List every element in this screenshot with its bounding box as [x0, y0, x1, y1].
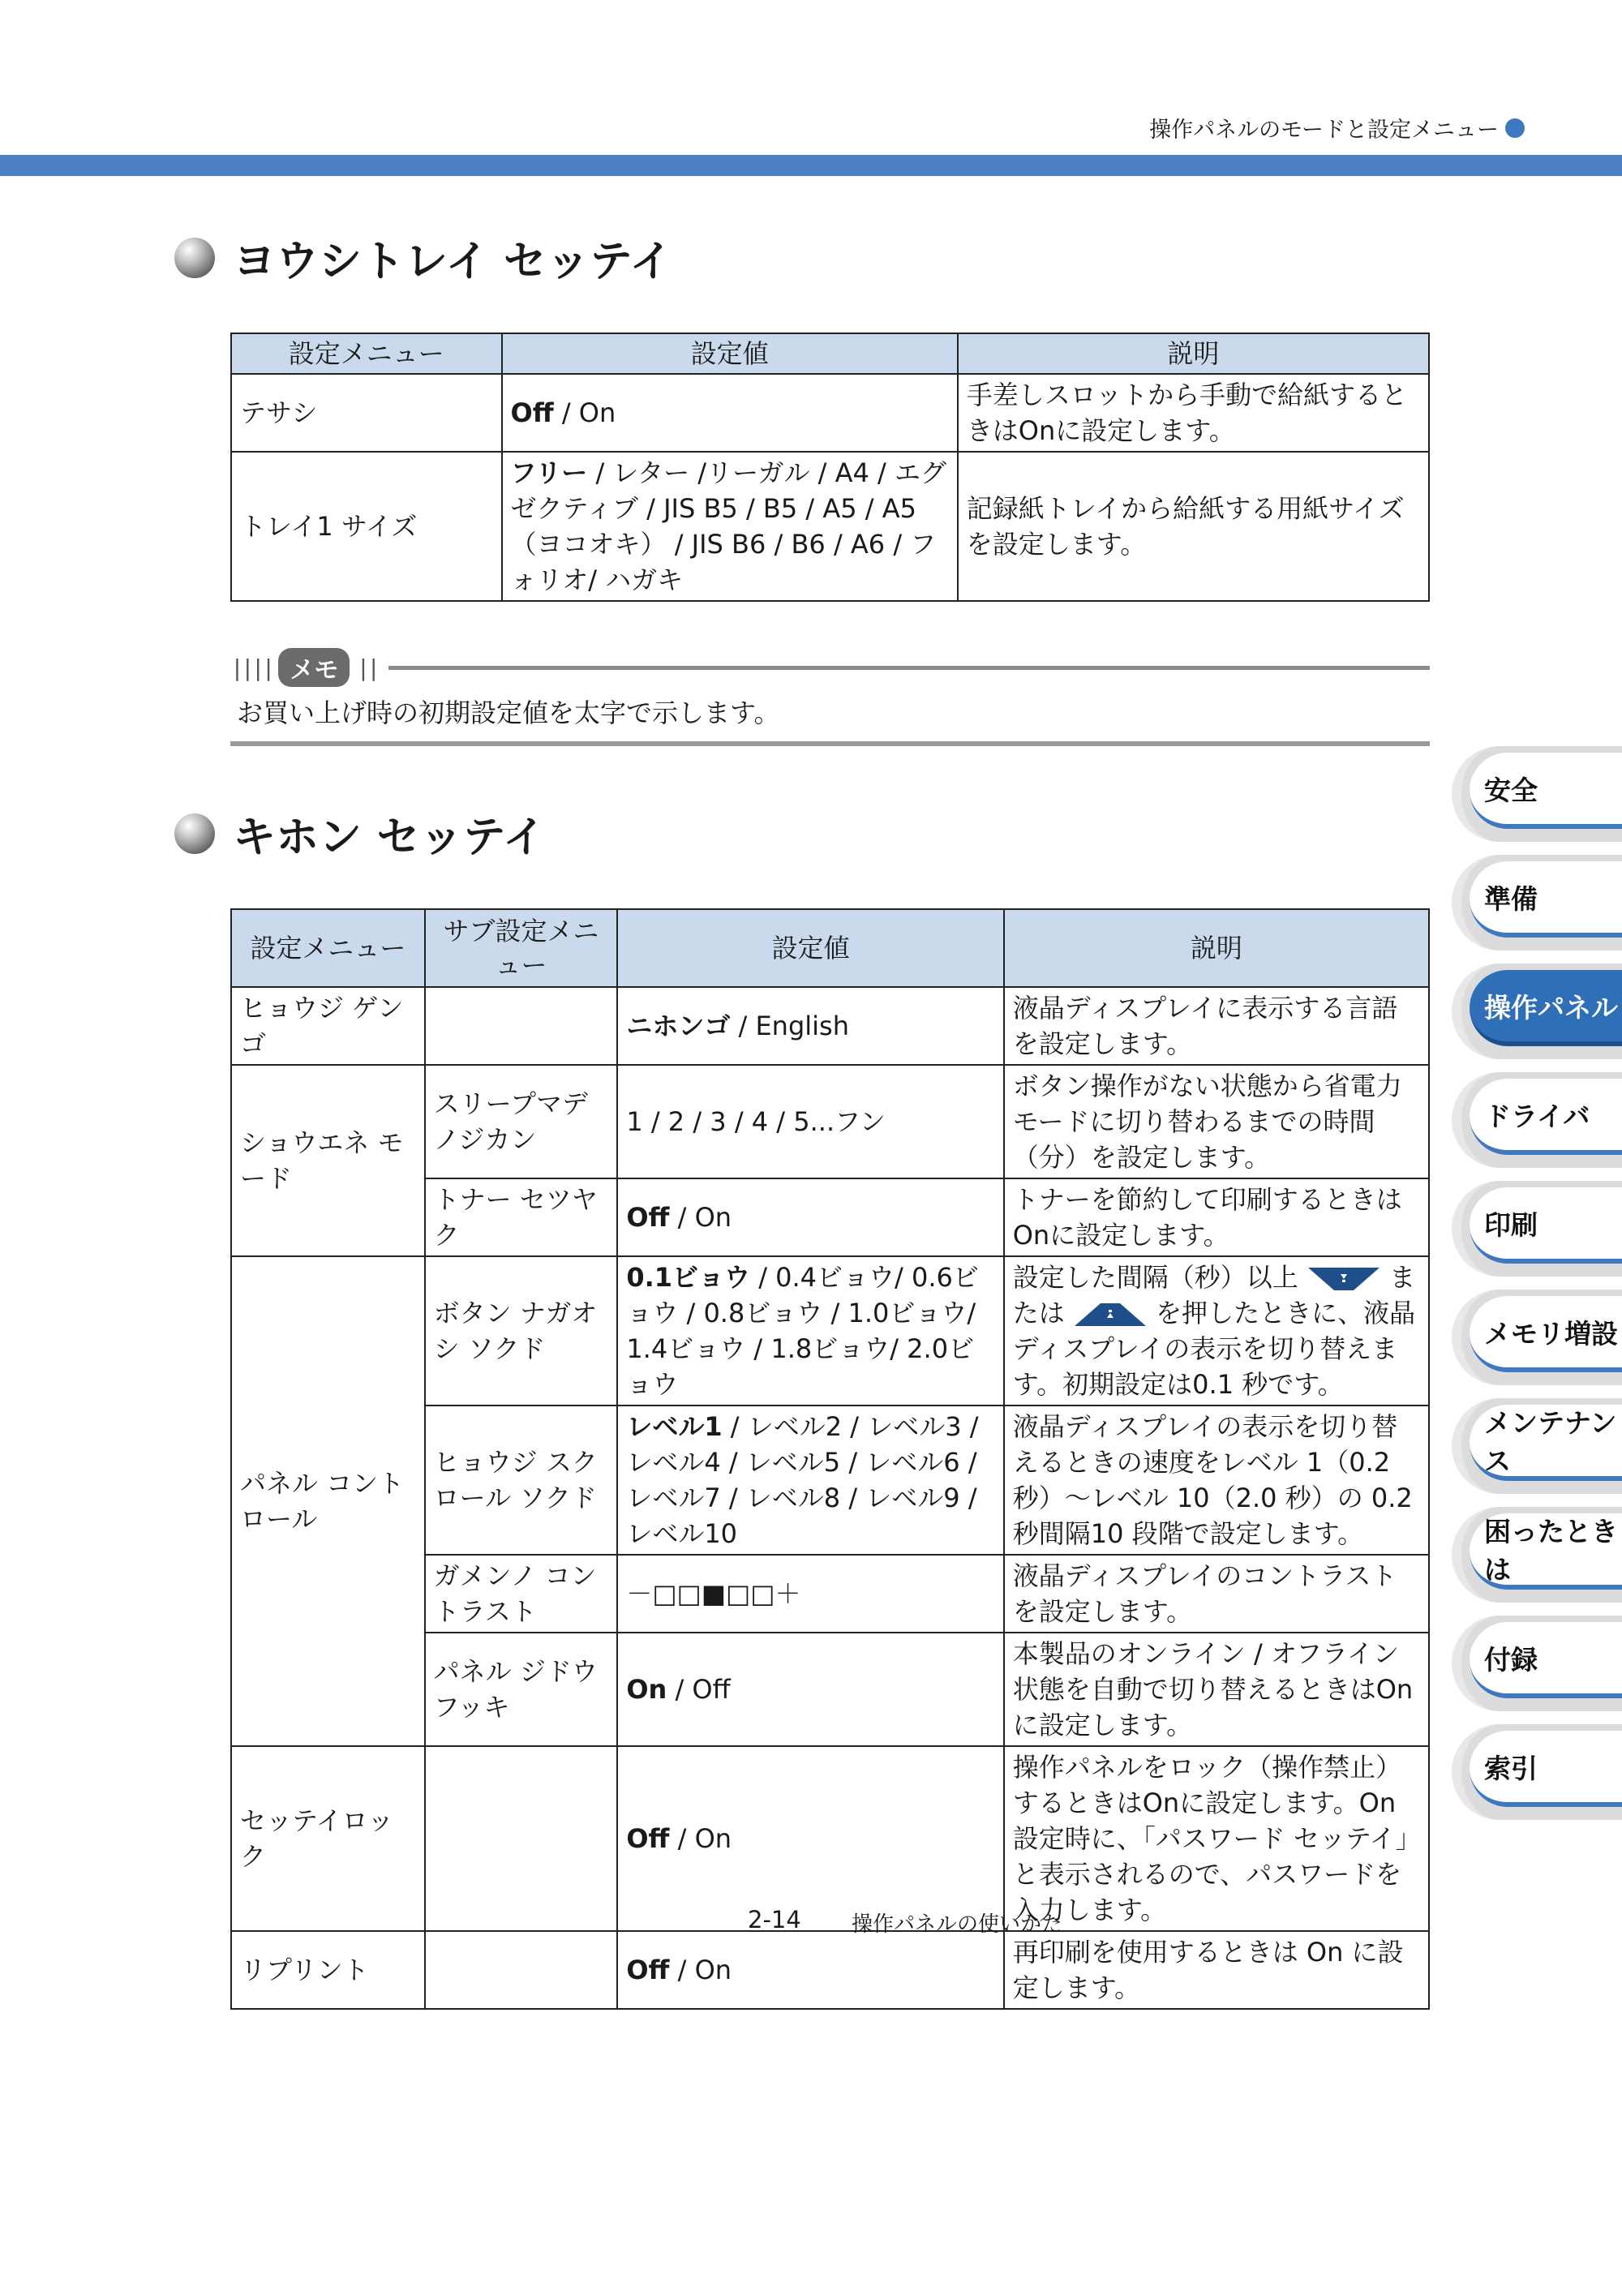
other-values: / レター /リーガル / A4 / エグゼクティブ / JIS B5 / B5 / A5 / A5（ヨコオキ） / JIS B6 / B6 / A6 / フォリオ/ ハガキ — [510, 457, 946, 595]
tab-troubleshooting[interactable] — [1452, 1507, 1622, 1603]
default-value: フリー — [510, 457, 588, 488]
description-cell: 記録紙トレイから給紙する用紙サイズを設定します。 — [958, 452, 1429, 601]
memo-ticks-icon: || — [356, 654, 378, 681]
tab-label: 印刷 — [1470, 1187, 1622, 1264]
other-values: / English — [730, 1011, 849, 1041]
basic-settings-table — [230, 908, 1430, 2010]
running-header — [1149, 112, 1525, 144]
description-cell: 操作パネルをロック（操作禁止）するときはOnに設定します。On 設定時に、「パスワード セッテイ」と表示されるので、パスワードを入力します。 — [1004, 1746, 1429, 1931]
value-cell — [617, 1178, 1003, 1256]
default-value: ニホンゴ — [626, 1011, 731, 1041]
default-value: On — [626, 1674, 667, 1705]
description-cell: 液晶ディスプレイに表示する言語を設定します。 — [1004, 987, 1429, 1065]
section-title-basic-settings — [174, 803, 546, 865]
description-cell: 液晶ディスプレイの表示を切り替えるときの速度をレベル 1（0.2 秒）〜レベル 10（2.0 秒）の 0.2 秒間隔10 段階で設定します。 — [1004, 1405, 1429, 1555]
memo-text: お買い上げ時の初期設定値を太字で示します。 — [237, 697, 780, 728]
tab-label: メモリ増設 — [1470, 1296, 1622, 1372]
column-header: 設定値 — [617, 909, 1003, 987]
table-row — [231, 1256, 1429, 1405]
tab-safety[interactable] — [1452, 746, 1622, 842]
sub-menu-cell: ガメンノ コントラスト — [425, 1555, 618, 1633]
tab-appendix[interactable] — [1452, 1616, 1622, 1711]
table-header-row — [231, 333, 1429, 374]
description-cell: 再印刷を使用するときは On に設定します。 — [1004, 1931, 1429, 2009]
other-values: / On — [553, 397, 616, 428]
value-cell: 1 / 2 / 3 / 4 / 5...フン — [617, 1065, 1003, 1178]
other-values: / 0.4ビョウ/ 0.6ビョウ / 0.8ビョウ / 1.0ビョウ/ 1.4ビョウ / 1.8ビョウ/ 2.0ビョウ — [626, 1262, 979, 1400]
value-cell: －□□■□□＋ — [617, 1555, 1003, 1633]
other-values: / On — [669, 1202, 732, 1233]
sub-menu-cell: ヒョウジ スクロール ソクド — [425, 1405, 618, 1555]
other-values: / レベル2 / レベル3 / レベル4 / レベル5 / レベル6 / レベル7 / レベル8 / レベル9 / レベル10 — [626, 1411, 979, 1549]
footer-title: 操作パネルの使いかた — [852, 1912, 1063, 1937]
bullet-ball-icon — [174, 238, 215, 278]
sub-menu-cell: スリープマデ ノジカン — [425, 1065, 618, 1178]
memo-ticks-icon: |||| — [230, 654, 272, 681]
tab-preparation[interactable] — [1452, 855, 1622, 951]
description-cell: 手差しスロットから手動で給紙するときはOnに設定します。 — [958, 374, 1429, 452]
up-arrow-key-icon — [1073, 1302, 1148, 1328]
bullet-ball-icon — [174, 813, 215, 854]
tab-driver[interactable] — [1452, 1072, 1622, 1168]
memo-badge — [230, 648, 377, 687]
table-row — [231, 1746, 1429, 1931]
value-cell — [617, 1633, 1003, 1746]
paper-tray-table — [230, 333, 1430, 602]
column-header: 設定メニュー — [231, 909, 425, 987]
menu-cell: ショウエネ モード — [231, 1065, 425, 1256]
default-value: Off — [626, 1823, 670, 1854]
value-cell — [617, 1931, 1003, 2009]
value-cell — [617, 1405, 1003, 1555]
tab-index[interactable] — [1452, 1724, 1622, 1820]
menu-cell: セッテイロック — [231, 1746, 425, 1931]
table-row — [231, 374, 1429, 452]
memo-box — [230, 649, 1430, 746]
value-cell — [502, 452, 958, 601]
description-cell: 本製品のオンライン / オフライン状態を自動で切り替えるときはOnに設定します。 — [1004, 1633, 1429, 1746]
tab-printing[interactable] — [1452, 1181, 1622, 1277]
description-text: 設定した間隔（秒）以上 — [1012, 1262, 1298, 1293]
menu-cell: テサシ — [231, 374, 502, 452]
default-value: Off — [510, 397, 554, 428]
sub-menu-cell — [425, 1931, 618, 2009]
menu-cell: トレイ1 サイズ — [231, 452, 502, 601]
tab-label: 準備 — [1470, 861, 1622, 938]
description-cell — [1004, 1256, 1429, 1405]
menu-cell: ヒョウジ ゲンゴ — [231, 987, 425, 1065]
tab-label: 索引 — [1470, 1731, 1622, 1807]
tab-label: 困ったときは — [1470, 1513, 1622, 1590]
table-row — [231, 1931, 1429, 2009]
value-cell — [617, 1256, 1003, 1405]
running-header-title: 操作パネルのモードと設定メニュー — [1149, 118, 1499, 143]
other-values: / On — [669, 1823, 732, 1854]
header-bar — [0, 155, 1622, 176]
description-cell: トナーを節約して印刷するときはOnに設定します。 — [1004, 1178, 1429, 1256]
table-row — [231, 1065, 1429, 1178]
table-row — [231, 452, 1429, 601]
menu-cell: リプリント — [231, 1931, 425, 2009]
column-header: 説明 — [1004, 909, 1429, 987]
memo-label: メモ — [278, 648, 350, 687]
tab-label: ドライバ — [1470, 1079, 1622, 1155]
description-text: または — [1012, 1262, 1416, 1328]
tab-memory-expansion[interactable] — [1452, 1290, 1622, 1385]
tab-label: 操作パネル — [1470, 970, 1622, 1046]
other-values: / Off — [667, 1674, 731, 1705]
default-value: Off — [626, 1955, 670, 1985]
default-value: Off — [626, 1202, 670, 1233]
column-header: 設定メニュー — [231, 333, 502, 374]
table-row — [231, 987, 1429, 1065]
column-header: 設定値 — [502, 333, 958, 374]
default-value: レベル1 — [626, 1411, 723, 1442]
description-text: を押したときに、液晶ディスプレイの表示を切り替えます。初期設定は0.1 秒です。 — [1012, 1298, 1416, 1400]
page-number: 2-14 — [748, 1906, 801, 1933]
value-cell — [502, 374, 958, 452]
tab-label: メンテナンス — [1470, 1405, 1622, 1481]
tab-label: 安全 — [1470, 753, 1622, 829]
header-dot-icon — [1505, 118, 1525, 138]
menu-cell: パネル コントロール — [231, 1256, 425, 1746]
section-title-text: キホン セッテイ — [233, 813, 546, 862]
value-cell — [617, 987, 1003, 1065]
down-arrow-key-icon — [1307, 1266, 1381, 1292]
tab-label: 付録 — [1470, 1622, 1622, 1698]
table-header-row — [231, 909, 1429, 987]
memo-divider-bottom — [230, 741, 1430, 746]
sub-menu-cell: ボタン ナガオシ ソクド — [425, 1256, 618, 1405]
column-header: 説明 — [958, 333, 1429, 374]
section-title-paper-tray — [174, 227, 672, 289]
default-value: 0.1ビョウ — [626, 1262, 751, 1293]
sub-menu-cell: パネル ジドウフッキ — [425, 1633, 618, 1746]
sub-menu-cell: トナー セツヤク — [425, 1178, 618, 1256]
description-cell: 液晶ディスプレイのコントラストを設定します。 — [1004, 1555, 1429, 1633]
column-header: サブ設定メニュー — [425, 909, 618, 987]
tab-maintenance[interactable] — [1452, 1398, 1622, 1494]
description-cell: ボタン操作がない状態から省電力モードに切り替わるまでの時間（分）を設定します。 — [1004, 1065, 1429, 1178]
sub-menu-cell — [425, 987, 618, 1065]
section-title-text: ヨウシトレイ セッテイ — [233, 237, 673, 286]
tab-control-panel[interactable] — [1452, 963, 1622, 1059]
sub-menu-cell — [425, 1746, 618, 1931]
value-cell — [617, 1746, 1003, 1931]
other-values: / On — [669, 1955, 732, 1985]
memo-divider — [388, 666, 1430, 670]
